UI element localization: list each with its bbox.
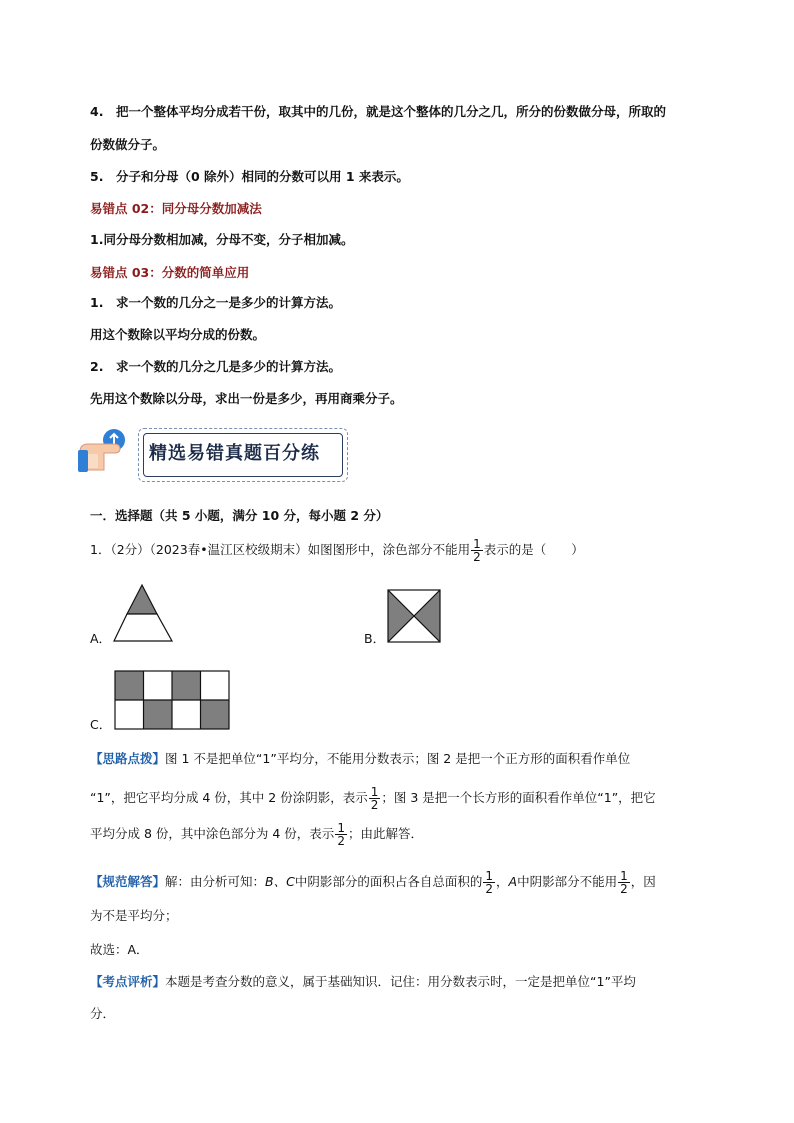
point-5: 5. 分子和分母（0 除外）相同的分数可以用 1 来表示。 [90, 169, 409, 184]
banner-title: 精选易错真题百分练 [149, 443, 320, 464]
fraction-half: $\frac{1}{2}$ [337, 821, 345, 848]
fraction-half: $\frac{1}{2}$ [620, 869, 628, 896]
option-a-figure [112, 583, 176, 643]
fraction-half: $\frac{1}{2}$ [370, 785, 379, 812]
section-03-heading: 易错点 03：分数的简单应用 [90, 265, 250, 280]
option-c-figure [113, 669, 231, 731]
option-c-label: C． [90, 717, 112, 732]
fraction-half: $\frac{1}{2}$ [485, 869, 493, 896]
pointing-hand-icon [74, 426, 136, 474]
fraction-half: $\frac{1}{2}$ [473, 537, 481, 564]
hint-line-2: “1”，把它平均分成 4 份，其中 2 份涂阴影，表示 $\frac{1}{2}$ ；图 3 是把一个长方形的面积看作单位“1”，把它 [90, 785, 656, 812]
question-1-prefix: 1．（2分）（2023春•温江区校级期末）如图图形中，涂色部分不能用 [90, 542, 471, 557]
point-4-line-2: 份数做分子。 [90, 137, 166, 152]
option-b-figure [386, 588, 442, 644]
answer-line-2: 为不是平均分； [90, 908, 178, 923]
review-line-2: 分． [90, 1006, 116, 1021]
question-1 [90, 538, 584, 563]
option-a-label: A． [90, 631, 112, 646]
section-03-point-1: 1. 求一个数的几分之一是多少的计算方法。 [90, 295, 341, 310]
hint-line-3: 平均分成 8 份，其中涂色部分为 4 份，表示 $\frac{1}{2}$ ；由此解答． [90, 821, 423, 848]
section-03-point-2: 2. 求一个数的几分之几是多少的计算方法。 [90, 359, 341, 374]
review-line-1: 【考点评析】本题是考查分数的意义，属于基础知识．记住：用分数表示时，一定是把单位“1”平均 [90, 974, 636, 989]
banner-frame [138, 428, 348, 482]
answer-line-3: 故选：A． [90, 942, 149, 957]
point-4-line-1: 4. 把一个整体平均分成若干份，取其中的几份，就是这个整体的几分之几，所分的份数做分母，所取的 [90, 104, 666, 119]
question-1-suffix: 表示的是（ ） [483, 542, 584, 557]
option-b-label: B． [364, 631, 386, 646]
answer-label: 【规范解答】 [90, 874, 166, 889]
answer-line-1: 【规范解答】解：由分析可知：B、C中阴影部分的面积占各自总面积的 $\frac{1}{2}$ ，A中阴影部分不能用 $\frac{1}{2}$ ，因 [90, 869, 656, 896]
exam-section-title: 一．选择题（共 5 小题，满分 10 分，每小题 2 分） [90, 508, 389, 523]
section-03-point-1-detail: 用这个数除以平均分成的份数。 [90, 327, 266, 342]
hint-line-1: 【思路点拨】图 1 不是把单位“1”平均分，不能用分数表示；图 2 是把一个正方形的面积看作单位 [90, 751, 631, 766]
review-label: 【考点评析】 [90, 974, 166, 989]
section-02-point-1: 1.同分母分数相加减，分母不变，分子相加减。 [90, 232, 354, 247]
section-02-heading: 易错点 02：同分母分数加减法 [90, 201, 262, 216]
section-03-point-2-detail: 先用这个数除以分母，求出一份是多少，再用商乘分子。 [90, 391, 403, 406]
hint-label: 【思路点拨】 [90, 751, 166, 766]
